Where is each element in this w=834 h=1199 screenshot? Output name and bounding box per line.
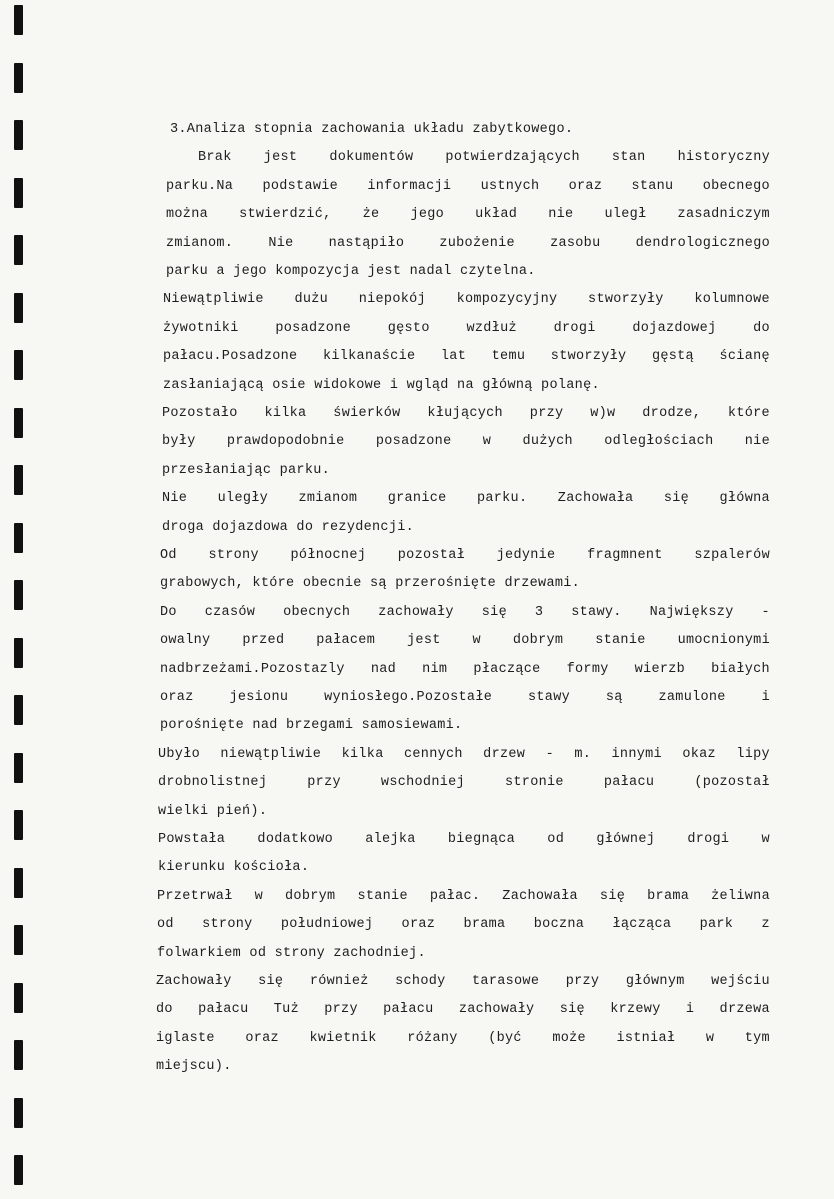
text-line: owalny przed pałacem jest w dobrym stanie umocnionymi [160,633,770,649]
text-line: Niewątpliwie dużu niepokój kompozycyjny stworzyły kolumnowe [163,292,770,308]
text-line: parku.Na podstawie informacji ustnych oraz stanu obecnego [166,178,770,194]
text-line: zasłaniającą osie widokowe i wgląd na główną polanę. [163,377,600,393]
text-line: 3.Analiza stopnia zachowania układu zabytkowego. [170,122,574,137]
text-line: przesłaniając parku. [162,462,331,478]
text-line: Ubyło niewątpliwie kilka cennych drzew - m. innymi okaz lipy [158,746,770,762]
text-line: Nie uległy zmianom granice parku. Zachowała się główna [162,491,770,507]
text-line: Powstała dodatkowo alejka biegnąca od głównej drogi w [158,832,770,847]
text-line: oraz jesionu wyniosłego.Pozostałe stawy są zamulone i [160,690,770,705]
text-line: były prawdopodobnie posadzone w dużych odległościach nie [162,434,770,450]
text-line: żywotniki posadzone gęsto wzdłuż drogi dojazdowej do [163,320,770,336]
text-line: Do czasów obecnych zachowały się 3 stawy. Największy - [160,604,770,620]
text-line: Brak jest dokumentów potwierdzających stan historyczny [198,150,770,166]
text-line: miejscu). [156,1059,232,1075]
text-line: iglaste oraz kwietnik różany (być może istniał w tym [156,1030,770,1046]
text-line: nadbrzeżami.Pozostazly nad nim płaczące formy wierzb białych [160,661,770,677]
text-line: Zachowały się również schody tarasowe przy głównym wejściu [156,974,770,989]
text-line: droga dojazdowa do rezydencji. [162,519,415,535]
text-line: drobnolistnej przy wschodniej stronie pałacu (pozostał [158,775,770,791]
text-line: Od strony północnej pozostał jedynie fragmnent szpalerów [160,548,770,563]
text-line: Pozostało kilka świerków kłujących przy w)w drodze, które [162,406,770,421]
text-line: folwarkiem od strony zachodniej. [157,945,426,961]
text-line: od strony południowej oraz brama boczna łącząca park z [157,917,770,933]
text-line: Przetrwał w dobrym stanie pałac. Zachowała się brama żeliwna [157,888,770,904]
text-line: wielki pień). [158,803,268,819]
text-line: parku a jego kompozycja jest nadal czytelna. [166,264,536,279]
text-line: grabowych, które obecnie są przerośnięte drzewami. [160,576,581,592]
text-line: pałacu.Posadzone kilkanaście lat temu stworzyły gęstą ścianę [163,349,770,365]
text-line: zmianom. Nie nastąpiło zubożenie zasobu dendrologicznego [166,235,770,251]
text-line: kierunku kościoła. [158,860,310,876]
text-line: można stwierdzić, że jego układ nie uległ zasadniczym [166,207,770,223]
text-line: porośnięte nad brzegami samosiewami. [160,718,463,734]
text-line: do pałacu Tuż przy pałacu zachowały się krzewy i drzewa [156,1002,770,1018]
